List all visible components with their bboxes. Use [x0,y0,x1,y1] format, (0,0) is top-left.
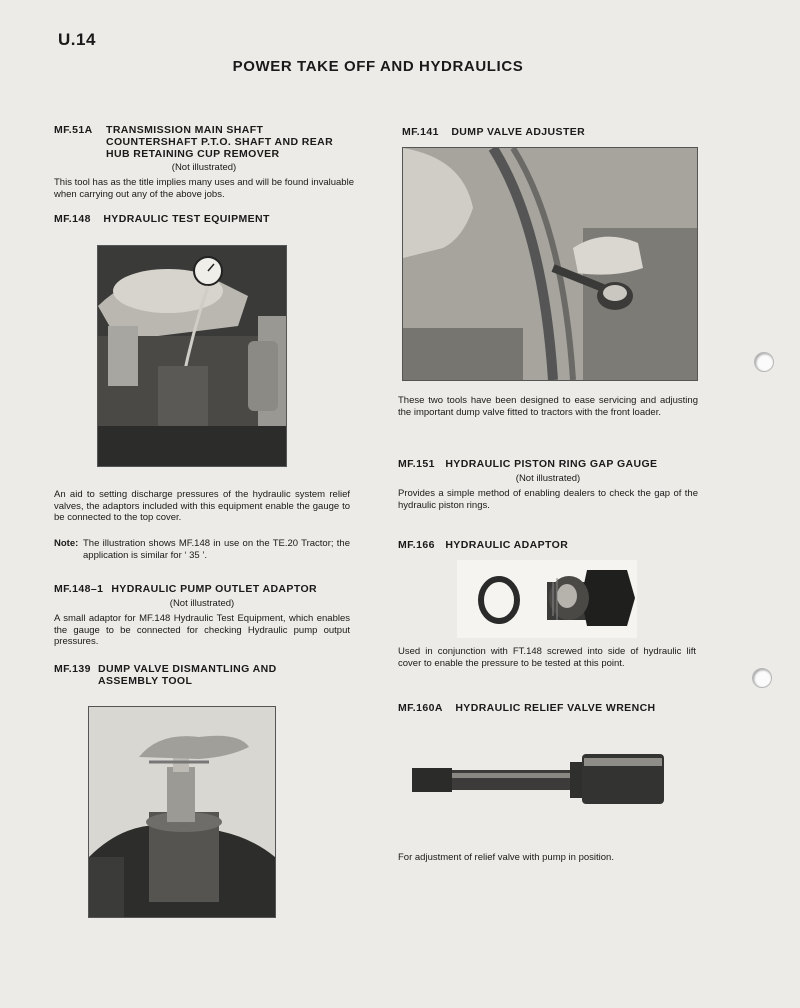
mf148-title: HYDRAULIC TEST EQUIPMENT [103,213,270,225]
mf141-body: These two tools have been designed to ease servicing and adjusting the important dump valve fitted to tractors with the front loader. [398,395,698,418]
mf160a-heading [398,702,708,714]
mf148-note-text: The illustration shows MF.148 in use on the TE.20 Tractor; the application is similar for ‘ 35 ’. [83,538,350,561]
mf148-1-heading [54,583,364,595]
mf141-code: MF.141 [402,126,439,138]
mf51a-title-line-2: COUNTERSHAFT P.T.O. SHAFT AND REAR [106,136,334,148]
mf141-photo [402,147,698,381]
mf51a-not-illustrated: (Not illustrated) [171,162,237,173]
mf139-heading [54,663,364,687]
binder-hole-bottom [752,668,772,688]
mf151-code: MF.151 [398,458,435,470]
mf148-photo [97,245,287,467]
mf160a-code: MF.160A [398,702,443,714]
mf51a-heading [54,124,364,160]
mf148-body: An aid to setting discharge pressures of the hydraulic system relief valves, the adaptors included with this equipment enable the gauge to be connected to the top cover. [54,489,350,523]
mf166-title: HYDRAULIC ADAPTOR [445,539,569,551]
mf148-1-code: MF.148–1 [54,583,104,595]
mf51a-title-line-1: TRANSMISSION MAIN SHAFT [106,124,264,136]
relief-valve-wrench-image [412,746,666,808]
mf151-title: HYDRAULIC PISTON RING GAP GAUGE [445,458,658,470]
mf160a-body: For adjustment of relief valve with pump in position. [398,852,614,863]
mf51a-code: MF.51A [54,124,93,136]
mf166-photo [457,560,637,638]
mf51a-body: This tool has as the title implies many uses and will be found invaluable when carrying out any of the above jobs. [54,177,354,200]
mf160a-photo [412,746,666,808]
mf151-heading [398,458,708,470]
dump-valve-tool-image [89,707,275,917]
mf141-title: DUMP VALVE ADJUSTER [451,126,586,138]
dump-valve-adjuster-image [403,148,697,380]
hydraulic-adaptor-image [457,560,637,638]
mf148-1-title: HYDRAULIC PUMP OUTLET ADAPTOR [111,583,317,595]
mf148-1-not-illustrated: (Not illustrated) [169,598,235,609]
hydraulic-test-equipment-image [98,246,286,466]
mf148-note-label: Note: [54,538,79,549]
mf166-body: Used in conjunction with FT.148 screwed into side of hydraulic lift cover to enable the pressure to be tested at this point. [398,646,696,669]
mf139-title-line-2: ASSEMBLY TOOL [98,675,193,687]
mf151-body: Provides a simple method of enabling dealers to check the gap of the hydraulic piston rings. [398,488,698,511]
mf166-heading [398,539,708,551]
mf148-code: MF.148 [54,213,91,225]
mf139-title-line-1: DUMP VALVE DISMANTLING AND [98,663,277,675]
mf148-note [54,538,350,561]
mf141-heading [402,126,702,138]
mf151-not-illustrated: (Not illustrated) [515,473,581,484]
mf139-code: MF.139 [54,663,91,675]
mf148-1-body: A small adaptor for MF.148 Hydraulic Test Equipment, which enables the gauge to be connected for checking Hydraulic pump output pressures. [54,613,350,647]
mf160a-title: HYDRAULIC RELIEF VALVE WRENCH [455,702,656,714]
mf166-code: MF.166 [398,539,435,551]
binder-hole-top [754,352,774,372]
mf51a-title-line-3: HUB RETAINING CUP REMOVER [106,148,280,160]
page-number: U.14 [58,30,96,49]
page-title: POWER TAKE OFF AND HYDRAULICS [232,58,524,75]
mf148-heading [54,213,364,225]
mf139-photo [88,706,276,918]
